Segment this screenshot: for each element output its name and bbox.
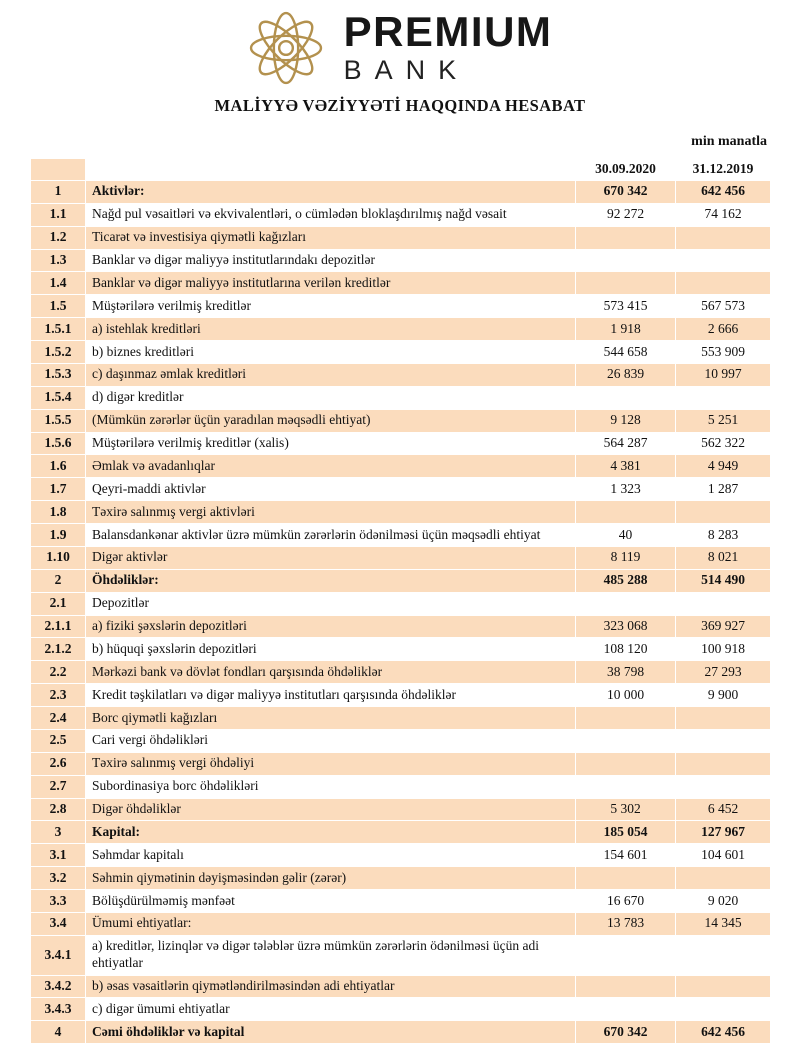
row-value-2020-cell: 92 272 [576,203,676,226]
row-number-cell: 2.1 [31,592,86,615]
row-label-cell: Banklar və digər maliyyə institutlarına verilən kreditlər [86,272,576,295]
row-label-cell: Bölüşdürülməmiş mənfəət [86,890,576,913]
row-number-cell: 1 [31,180,86,203]
row-value-2020-cell: 564 287 [576,432,676,455]
row-label-cell: Ümumi ehtiyatlar: [86,912,576,935]
row-value-2020-cell: 185 054 [576,821,676,844]
header-label-cell [86,159,576,181]
table-row [31,752,771,775]
row-value-2019-cell: 514 490 [676,569,771,592]
table-row [31,1021,771,1044]
table-row [31,615,771,638]
row-value-2020-cell: 1 323 [576,478,676,501]
row-label-cell: (Mümkün zərərlər üçün yaradılan məqsədli ehtiyat) [86,409,576,432]
header-date-2019: 31.12.2019 [676,159,771,181]
row-value-2019-cell [676,501,771,524]
row-label-cell: Kredit təşkilatları və digər maliyyə institutları qarşısında öhdəliklər [86,684,576,707]
row-label-cell: a) istehlak kreditləri [86,318,576,341]
row-label-cell: Təxirə salınmış vergi aktivləri [86,501,576,524]
row-value-2019-cell [676,998,771,1021]
row-value-2020-cell [576,998,676,1021]
row-value-2020-cell [576,501,676,524]
table-row [31,798,771,821]
row-number-cell: 2.3 [31,684,86,707]
row-value-2019-cell [676,272,771,295]
row-value-2019-cell: 1 287 [676,478,771,501]
row-value-2020-cell: 4 381 [576,455,676,478]
table-row [31,478,771,501]
row-value-2020-cell: 13 783 [576,912,676,935]
row-value-2020-cell: 573 415 [576,295,676,318]
row-number-cell: 3.4 [31,912,86,935]
row-value-2019-cell: 27 293 [676,661,771,684]
row-number-cell: 1.4 [31,272,86,295]
row-value-2020-cell: 40 [576,524,676,547]
row-number-cell: 1.5.3 [31,363,86,386]
row-value-2019-cell: 567 573 [676,295,771,318]
row-number-cell: 2.1.1 [31,615,86,638]
statement-table-body [31,180,771,1043]
row-number-cell: 2.4 [31,707,86,730]
row-value-2020-cell: 38 798 [576,661,676,684]
row-label-cell: c) daşınmaz əmlak kreditləri [86,363,576,386]
table-row [31,890,771,913]
brand-wordmark [343,7,553,86]
table-row [31,707,771,730]
row-label-cell: Cəmi öhdəliklər və kapital [86,1021,576,1044]
row-label-cell: a) kreditlər, lizinqlər və digər tələblər üzrə mümkün zərərlərin ödənilməsi üçün adi ehtiyatlar [86,935,576,975]
row-value-2020-cell: 485 288 [576,569,676,592]
row-number-cell: 1.7 [31,478,86,501]
row-value-2020-cell: 16 670 [576,890,676,913]
table-row [31,501,771,524]
report-title: MALİYYƏ VƏZİYYƏTİ HAQQINDA HESABAT [214,96,586,115]
table-row [31,386,771,409]
row-label-cell: b) əsas vəsaitlərin qiymətləndirilməsindən adi ehtiyatlar [86,975,576,998]
row-value-2020-cell [576,775,676,798]
row-label-cell: Cari vergi öhdəlikləri [86,729,576,752]
row-value-2019-cell [676,226,771,249]
row-number-cell: 1.5.4 [31,386,86,409]
row-value-2019-cell: 14 345 [676,912,771,935]
row-number-cell: 1.5.2 [31,341,86,364]
row-value-2020-cell [576,272,676,295]
row-value-2019-cell: 104 601 [676,844,771,867]
brand-subname: BANK [343,54,470,85]
row-value-2019-cell: 553 909 [676,341,771,364]
table-row [31,180,771,203]
row-value-2020-cell [576,975,676,998]
row-value-2020-cell [576,729,676,752]
row-label-cell: Depozitlər [86,592,576,615]
row-number-cell: 1.6 [31,455,86,478]
row-label-cell: Banklar və digər maliyyə institutlarındakı depozitlər [86,249,576,272]
row-label-cell: Müştərilərə verilmiş kreditlər [86,295,576,318]
table-row [31,592,771,615]
table-row [31,249,771,272]
table-row [31,272,771,295]
row-value-2020-cell: 670 342 [576,180,676,203]
table-row [31,318,771,341]
row-number-cell: 1.5.1 [31,318,86,341]
row-number-cell: 3.4.1 [31,935,86,975]
row-label-cell: Borc qiymətli kağızları [86,707,576,730]
row-label-cell: Ticarət və investisiya qiymətli kağızları [86,226,576,249]
table-row [31,998,771,1021]
row-value-2019-cell [676,249,771,272]
row-value-2020-cell [576,249,676,272]
table-row [31,684,771,707]
table-row [31,226,771,249]
row-value-2019-cell: 8 021 [676,546,771,569]
row-value-2019-cell [676,935,771,975]
table-row [31,363,771,386]
row-number-cell: 3 [31,821,86,844]
table-row [31,661,771,684]
row-value-2019-cell [676,592,771,615]
row-number-cell: 1.10 [31,546,86,569]
row-number-cell: 2 [31,569,86,592]
row-label-cell: Balansdankənar aktivlər üzrə mümkün zərərlərin ödənilməsi üçün məqsədli ehtiyat [86,524,576,547]
table-row [31,341,771,364]
statement-table [30,158,771,1044]
row-label-cell: Subordinasiya borc öhdəlikləri [86,775,576,798]
row-number-cell: 1.3 [31,249,86,272]
row-number-cell: 1.1 [31,203,86,226]
row-value-2020-cell: 154 601 [576,844,676,867]
row-value-2020-cell [576,386,676,409]
bank-knot-emblem-icon [248,10,324,86]
row-value-2019-cell: 8 283 [676,524,771,547]
table-row [31,203,771,226]
row-value-2020-cell: 10 000 [576,684,676,707]
row-label-cell: Səhmin qiymətinin dəyişməsindən gəlir (zərər) [86,867,576,890]
row-number-cell: 4 [31,1021,86,1044]
row-number-cell: 2.1.2 [31,638,86,661]
row-label-cell: Qeyri-maddi aktivlər [86,478,576,501]
table-row [31,455,771,478]
row-value-2019-cell: 74 162 [676,203,771,226]
row-value-2019-cell [676,707,771,730]
row-value-2020-cell: 9 128 [576,409,676,432]
row-label-cell: Təxirə salınmış vergi öhdəliyi [86,752,576,775]
unit-note: min manatla [691,134,767,149]
table-row [31,432,771,455]
row-label-cell: Əmlak və avadanlıqlar [86,455,576,478]
row-value-2019-cell [676,386,771,409]
row-value-2020-cell [576,752,676,775]
row-value-2019-cell [676,867,771,890]
table-header-row [31,159,771,181]
row-label-cell: Kapital: [86,821,576,844]
row-number-cell: 1.5.6 [31,432,86,455]
row-value-2019-cell: 562 322 [676,432,771,455]
row-number-cell: 3.2 [31,867,86,890]
row-number-cell: 2.8 [31,798,86,821]
table-row [31,844,771,867]
row-value-2020-cell [576,935,676,975]
row-value-2020-cell: 670 342 [576,1021,676,1044]
row-value-2019-cell: 6 452 [676,798,771,821]
row-label-cell: Nağd pul vəsaitləri və ekvivalentləri, o cümlədən bloklaşdırılmış nağd vəsait [86,203,576,226]
row-number-cell: 2.6 [31,752,86,775]
row-value-2019-cell: 10 997 [676,363,771,386]
row-number-cell: 2.5 [31,729,86,752]
row-value-2020-cell: 323 068 [576,615,676,638]
row-value-2020-cell: 108 120 [576,638,676,661]
row-number-cell: 3.1 [31,844,86,867]
table-row [31,935,771,975]
row-label-cell: Aktivlər: [86,180,576,203]
row-value-2019-cell [676,729,771,752]
table-row [31,775,771,798]
row-number-cell: 1.8 [31,501,86,524]
bank-logo [30,6,770,94]
table-row [31,975,771,998]
row-value-2019-cell: 369 927 [676,615,771,638]
row-number-cell: 1.5.5 [31,409,86,432]
row-number-cell: 2.7 [31,775,86,798]
row-value-2019-cell: 9 020 [676,890,771,913]
row-value-2019-cell: 2 666 [676,318,771,341]
row-value-2020-cell: 5 302 [576,798,676,821]
row-number-cell: 3.4.2 [31,975,86,998]
row-label-cell: b) biznes kreditləri [86,341,576,364]
table-row [31,409,771,432]
row-label-cell: d) digər kreditlər [86,386,576,409]
row-value-2019-cell: 127 967 [676,821,771,844]
row-number-cell: 2.2 [31,661,86,684]
table-row [31,638,771,661]
row-label-cell: Öhdəliklər: [86,569,576,592]
table-row [31,821,771,844]
row-value-2020-cell: 544 658 [576,341,676,364]
row-value-2020-cell [576,226,676,249]
row-value-2019-cell [676,775,771,798]
table-row [31,867,771,890]
row-label-cell: Müştərilərə verilmiş kreditlər (xalis) [86,432,576,455]
row-label-cell: c) digər ümumi ehtiyatlar [86,998,576,1021]
table-row [31,912,771,935]
header-date-2020: 30.09.2020 [576,159,676,181]
row-label-cell: Mərkəzi bank və dövlət fondları qarşısında öhdəliklər [86,661,576,684]
row-value-2019-cell [676,975,771,998]
row-value-2019-cell: 642 456 [676,180,771,203]
row-value-2019-cell: 4 949 [676,455,771,478]
row-number-cell: 3.4.3 [31,998,86,1021]
row-value-2019-cell: 642 456 [676,1021,771,1044]
brand-name: PREMIUM [343,7,553,55]
row-number-cell: 1.2 [31,226,86,249]
row-value-2020-cell: 26 839 [576,363,676,386]
row-value-2019-cell [676,752,771,775]
header-num-cell [31,159,86,181]
row-value-2020-cell: 1 918 [576,318,676,341]
row-value-2020-cell [576,867,676,890]
table-row [31,524,771,547]
row-value-2020-cell [576,592,676,615]
row-value-2019-cell: 5 251 [676,409,771,432]
row-label-cell: Səhmdar kapitalı [86,844,576,867]
row-label-cell: Digər aktivlər [86,546,576,569]
table-row [31,546,771,569]
table-row [31,295,771,318]
table-row [31,569,771,592]
row-number-cell: 3.3 [31,890,86,913]
row-label-cell: Digər öhdəliklər [86,798,576,821]
row-value-2019-cell: 100 918 [676,638,771,661]
row-value-2019-cell: 9 900 [676,684,771,707]
row-number-cell: 1.5 [31,295,86,318]
table-row [31,729,771,752]
row-label-cell: a) fiziki şəxslərin depozitləri [86,615,576,638]
row-value-2020-cell [576,707,676,730]
row-label-cell: b) hüquqi şəxslərin depozitləri [86,638,576,661]
row-value-2020-cell: 8 119 [576,546,676,569]
row-number-cell: 1.9 [31,524,86,547]
